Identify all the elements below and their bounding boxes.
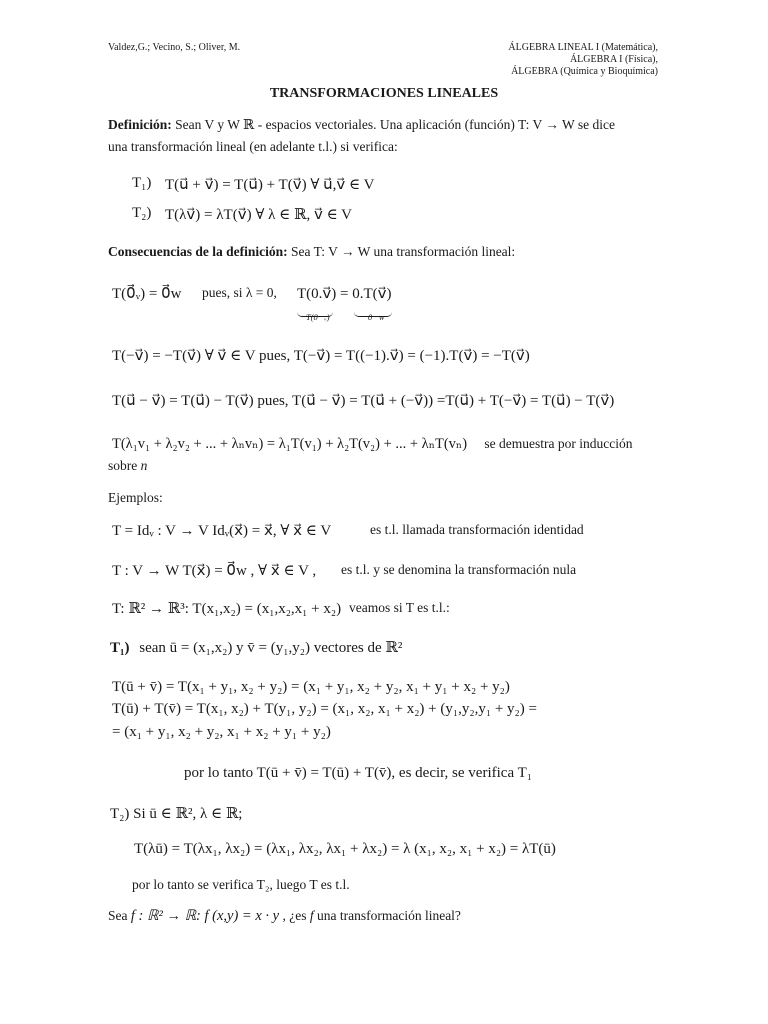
axiom-t2-label: T₂)	[132, 205, 152, 221]
linear-combination-formula: T(λ₁v₁ + λ₂v₂ + ... + λₙvₙ) = λ₁T(v₁) + λ₂T(v₂) + ... + λₙT(vₙ)	[112, 436, 468, 452]
header-course-line: ÁLGEBRA LINEAL I (Matemática),	[508, 42, 658, 53]
consequences-heading	[108, 244, 515, 260]
consequences-intro: Sea T: V → W una transformación lineal:	[291, 244, 516, 259]
induction-text-prefix: sobre	[108, 458, 141, 473]
header-authors: Valdez,G.; Vecino, S.; Oliver, M.	[108, 42, 241, 53]
induction-variable: n	[140, 458, 148, 473]
header-course	[508, 42, 658, 78]
consequence-negative: T(−v⃗) = −T(v⃗) ∀ v⃗ ∈ V pues, T(−v⃗) = T((−1).v⃗) = (−1).T(v⃗) = −T(v⃗)	[112, 348, 530, 364]
final-question-suffix: una transformación lineal?	[313, 908, 461, 923]
definition-label: Definición:	[108, 117, 172, 132]
example-t1-line-3: = (x₁ + y₁, x₂ + y₂, x₁ + x₂ + y₁ + y₂)	[112, 724, 331, 740]
linear-combination-text: se demuestra por inducción	[484, 436, 633, 451]
example-identity-text: es t.l. llamada transformación identidad	[370, 522, 584, 537]
page-title: TRANSFORMACIONES LINEALES	[269, 86, 499, 101]
example-t2-formula: T(λū) = T(λx₁, λx₂) = (λx₁, λx₂, λx₁ + λx₂) = λ (x₁, x₂, x₁ + x₂) = λT(ū)	[134, 841, 556, 857]
example-t1-line-1: T(ū + v̄) = T(x₁ + y₁, x₂ + y₂) = (x₁ + y₁, x₂ + y₂, x₁ + y₁ + x₂ + y₂)	[112, 679, 510, 695]
header-course-line: ÁLGEBRA I (Física),	[569, 54, 658, 65]
example-t1-heading	[110, 638, 402, 657]
axiom-t1-label: T₁)	[132, 175, 152, 191]
consequences-label: Consecuencias de la definición:	[108, 244, 288, 259]
axiom-t2-formula: T(λv⃗) = λT(v⃗) ∀ λ ∈ ℝ, v⃗ ∈ V	[165, 207, 353, 223]
final-question-f: f	[309, 908, 314, 923]
final-question	[108, 908, 461, 925]
example-null-text: es t.l. y se denomina la transformación nula	[341, 562, 577, 577]
final-question-function: f : ℝ² → ℝ: f (x,y) = x · y	[130, 908, 280, 924]
axiom-t1-formula: T(u⃗ + v⃗) = T(u⃗) + T(v⃗) ∀ u⃗,v⃗ ∈ V	[165, 177, 375, 193]
consequence-zero-pues: pues, si λ = 0,	[202, 285, 277, 300]
definition-line-2: una transformación lineal (en adelante t.l.) si verifica:	[108, 139, 398, 154]
example-t1-conclusion: por lo tanto T(ū + v̄) = T(ū) + T(v̄), es decir, se verifica T₁	[184, 765, 532, 781]
induction-text	[108, 458, 147, 474]
underbrace-label: T(0⃗ᵥ)	[306, 312, 330, 322]
example-t1-text: sean ū = (x₁,x₂) y v̄ = (y₁,y₂) vectores de ℝ²	[139, 640, 403, 656]
underbrace-label: 0⃗w	[368, 312, 385, 322]
example-null-formula: T : V → W T(x⃗) = 0⃗w , ∀ x⃗ ∈ V ,	[112, 563, 317, 579]
example-identity-formula: T = Idᵥ : V → V Idᵥ(x⃗) = x⃗, ∀ x⃗ ∈ V	[112, 523, 332, 539]
examples-heading: Ejemplos:	[108, 490, 163, 505]
example-t2-heading: T₂) Si ū ∈ ℝ², λ ∈ ℝ;	[110, 806, 243, 822]
consequence-difference: T(u⃗ − v⃗) = T(u⃗) − T(v⃗) pues, T(u⃗ − v⃗) = T(u⃗ + (−v⃗)) =T(u⃗) + T(−v⃗) = T(u⃗) − T(v⃗)	[112, 393, 615, 409]
example-t2-conclusion: por lo tanto se verifica T₂, luego T es t.l.	[132, 877, 350, 892]
example-t1-label: T₁)	[110, 640, 130, 656]
consequence-zero-formula: T(0⃗ᵥ) = 0⃗w	[112, 286, 182, 302]
definition-line-1	[108, 117, 615, 133]
consequence-zero-proof: T(0.v⃗) = 0.T(v⃗)	[297, 286, 392, 302]
final-question-prefix: Sea	[108, 908, 131, 923]
example-r2-r3-text: veamos si T es t.l.:	[349, 600, 450, 615]
example-r2-r3-formula: T: ℝ² → ℝ³: T(x₁,x₂) = (x₁,x₂,x₁ + x₂)	[112, 601, 342, 617]
header-course-line: ÁLGEBRA (Química y Bioquímica)	[511, 66, 658, 77]
definition-text: Sean V y W ℝ - espacios vectoriales. Una aplicación (función) T: V → W se dice	[175, 117, 615, 132]
final-question-mid: , ¿es	[279, 908, 310, 923]
example-t1-line-2: T(ū) + T(v̄) = T(x₁, x₂) + T(y₁, y₂) = (x₁, x₂, x₁ + x₂) + (y₁,y₂,y₁ + y₂) =	[112, 701, 537, 717]
consequence-linear-combination	[112, 436, 632, 453]
